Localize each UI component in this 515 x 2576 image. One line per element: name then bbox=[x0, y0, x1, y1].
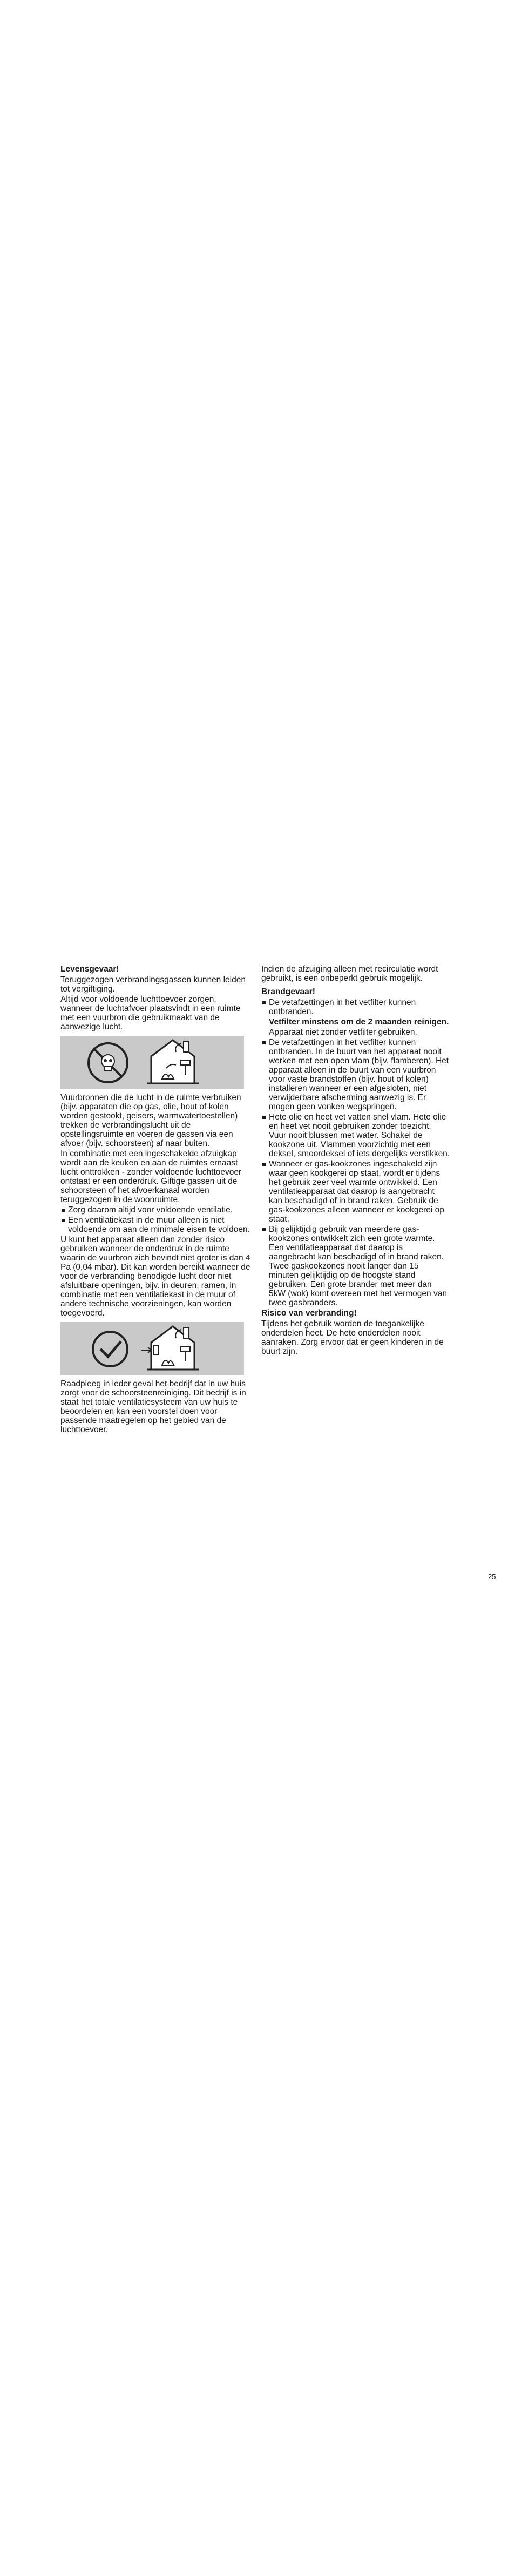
fire-hazard-bullet-list bbox=[261, 998, 450, 1016]
list-item-text: De vetafzettingen in het vetfilter kunnen ontbranden. bbox=[269, 998, 416, 1016]
paragraph-vetfilter-gebruik: Apparaat niet zonder vetfilter gebruiken. bbox=[269, 1028, 417, 1037]
heading-levensgevaar: Levensgevaar! bbox=[60, 965, 119, 974]
paragraph-vuurbronnen: Vuurbronnen die de lucht in de ruimte verbruiken (bijv. apparaten die op gas, olie, hout of kolen worden gestookt, geisers, warmwatertoestellen) trekken de verbrandingslucht uit de opstellingsruimte en voeren de gassen via een afvoer (bijv. schoorsteen) af naar buiten. bbox=[60, 1093, 241, 1148]
left-column bbox=[60, 965, 250, 1435]
skull-chimney-illustration-icon bbox=[60, 1036, 244, 1089]
page-number: 25 bbox=[488, 1573, 496, 1581]
paragraph-4pa: U kunt het apparaat alleen dan zonder risico gebruiken wanneer de onderdruk in de ruimte waarin de vuurbron zich bevindt niet groter is dan 4 Pa (0,04 mbar). Dit kan worden bereikt wanneer de voor de verbranding benodigde lucht door niet afsluitbare openingen, bijv. in deuren, ramen, in combinatie met een ventilatiekast in de muur of andere technische voorzieningen, kan worden toegevoerd. bbox=[60, 1235, 250, 1318]
heading-brandgevaar: Brandgevaar! bbox=[261, 987, 315, 996]
ventilation-bullet-list bbox=[60, 1205, 250, 1234]
paragraph-hete-onderdelen: Tijdens het gebruik worden de toegankelijke onderdelen heet. De hete onderdelen nooit aanraken. Zorg ervoor dat er geen kinderen in de buurt zijn. bbox=[261, 1319, 444, 1356]
list-item: Zorg daarom altijd voor voldoende ventilatie. bbox=[60, 1205, 250, 1215]
list-item: De vetafzettingen in het vetfilter kunnen ontbranden. In de buurt van het apparaat nooit werken met een open vlam (bijv. flamberen). Het apparaat alleen in de buurt van een vuurbron voor vaste brandstoffen (bijv. hout of kolen) installeren wanneer er een afgesloten, niet verwijderbare afscherming aanwezig is. Er mogen geen vonken wegspringen. bbox=[261, 1038, 450, 1111]
illustration-check-ventilation bbox=[60, 1322, 244, 1375]
list-item: Wanneer er gas-kookzones ingeschakeld zijn waar geen kookgerei op staat, wordt er tijdens het gebruik zeer veel warmte ontwikkeld. Een ventilatieapparaat dat daarop is aangebracht kan beschadigd of in brand raken. Gebruik de gas-kookzones alleen wanneer er kookgerei op staat. bbox=[261, 1159, 450, 1224]
list-item: Hete olie en heet vet vatten snel vlam. Hete olie en heet vet nooit gebruiken zonder toezicht. Vuur nooit blussen met water. Schakel de kookzone uit. Vlammen voorzichtig met een deksel, smoordeksel of iets dergelijks verstikken. bbox=[261, 1112, 450, 1158]
list-item: Een ventilatiekast in de muur alleen is niet voldoende om aan de minimale eisen te voldoen. bbox=[60, 1216, 250, 1234]
check-ventilation-illustration-icon bbox=[60, 1322, 244, 1375]
subheading-vetfilter-reinigen: Vetfilter minstens om de 2 maanden reinigen. bbox=[269, 1017, 449, 1027]
paragraph-recirculatie: Indien de afzuiging alleen met recirculatie wordt gebruikt, is een onbeperkt gebruik mogelijk. bbox=[261, 965, 438, 983]
fire-hazard-bullet-list-2 bbox=[261, 1038, 450, 1307]
illustration-skull-chimney bbox=[60, 1036, 244, 1089]
heading-risico-verbranding: Risico van verbranding! bbox=[261, 1309, 357, 1318]
right-column bbox=[261, 965, 450, 1357]
paragraph-luchttoevoer: Altijd voor voldoende luchttoevoer zorgen, wanneer de luchtafvoer plaatsvindt in een ruimte met een vuurbron die gebruikmaakt van de aanwezige lucht. bbox=[60, 995, 241, 1031]
list-item bbox=[261, 998, 450, 1016]
paragraph-onderdruk: In combinatie met een ingeschakelde afzuigkap wordt aan de keuken en aan de ruimtes ernaast lucht onttrokken - zonder voldoende luchttoevoer ontstaat er een onderdruk. Giftige gassen uit de schoorsteen of het afvoerkanaal worden teruggezogen in de woonruimte. bbox=[60, 1149, 242, 1204]
paragraph-vergiftiging: Teruggezogen verbrandingsgassen kunnen leiden tot vergiftiging. bbox=[60, 975, 246, 994]
paragraph-schoorsteenreiniging: Raadpleeg in ieder geval het bedrijf dat in uw huis zorgt voor de schoorsteenreiniging. Dit bedrijf is in staat het totale ventilatiesysteem van uw huis te beoordelen en kan een voorstel doen voor passende maatregelen op het gebied van de luchttoevoer. bbox=[60, 1379, 246, 1434]
list-item: Bij gelijktijdig gebruik van meerdere gas-kookzones ontwikkelt zich een grote warmte. Een ventilatieapparaat dat daarop is aangebracht kan beschadigd of in brand raken. Twee gaskookzones nooit langer dan 15 minuten gelijktijdig op de hoogste stand gebruiken. Een grote brander met meer dan 5kW (wok) komt overeen met het vermogen van twee gasbranders. bbox=[261, 1225, 450, 1307]
